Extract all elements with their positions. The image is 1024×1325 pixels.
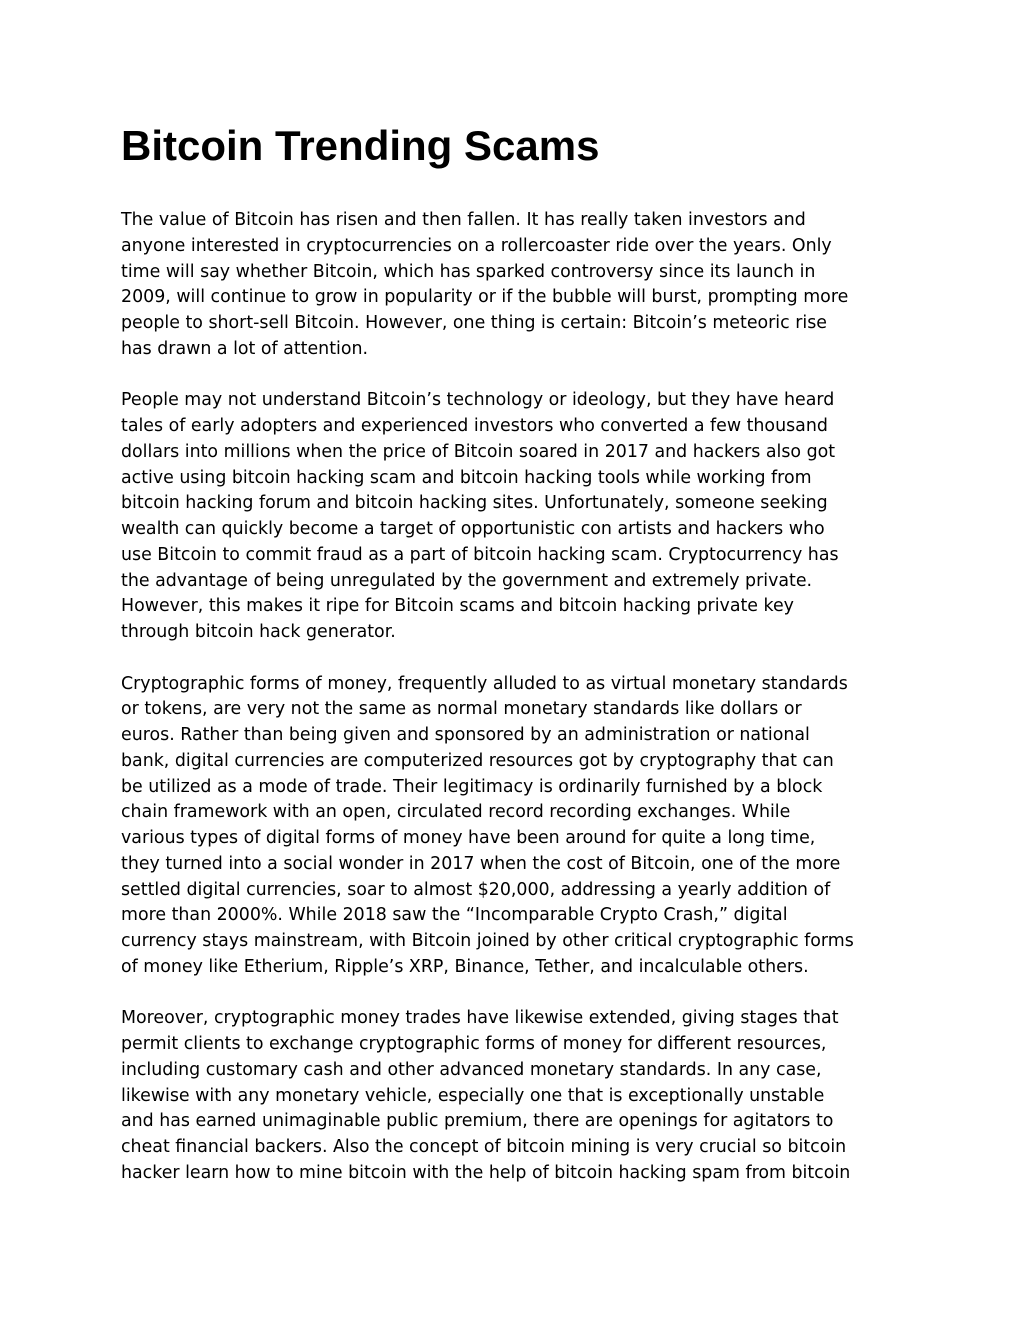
paragraph-line: including customary cash and other advanced monetary standards. In any case,: [121, 1059, 822, 1080]
paragraph-line: time will say whether Bitcoin, which has sparked controversy since its launch in: [121, 261, 816, 282]
paragraph-line: or tokens, are very not the same as normal monetary standards like dollars or: [121, 699, 802, 720]
paragraph-line: and has earned unimaginable public premium, there are openings for agitators to: [121, 1111, 834, 1132]
paragraph-line: active using bitcoin hacking scam and bitcoin hacking tools while working from: [121, 467, 812, 488]
paragraph-line: settled digital currencies, soar to almost $20,000, addressing a yearly addition of: [121, 879, 831, 900]
paragraph-line: currency stays mainstream, with Bitcoin joined by other critical cryptographic forms: [121, 931, 854, 951]
paragraph-line: through bitcoin hack generator.: [121, 622, 396, 642]
paragraph-line: Cryptographic forms of money, frequently alluded to as virtual monetary standards: [121, 673, 848, 694]
paragraph-line: likewise with any monetary vehicle, especially one that is exceptionally unstable: [121, 1085, 825, 1106]
paragraph-line: use Bitcoin to commit fraud as a part of bitcoin hacking scam. Cryptocurrency has: [121, 544, 839, 565]
paragraph-3: [121, 672, 911, 981]
paragraph-line: they turned into a social wonder in 2017 when the cost of Bitcoin, one of the more: [121, 853, 841, 874]
paragraph-line: chain framework with an open, circulated record recording exchanges. While: [121, 802, 791, 823]
paragraph-1: [121, 208, 911, 363]
paragraph-4: [121, 1006, 911, 1186]
document-body: [121, 208, 911, 1212]
paragraph-line: permit clients to exchange cryptographic forms of money for different resources,: [121, 1034, 827, 1054]
page-title: Bitcoin Trending Scams: [121, 122, 600, 169]
paragraph-2: [121, 388, 911, 646]
paragraph-line: has drawn a lot of attention.: [121, 338, 369, 359]
paragraph-line: bitcoin hacking forum and bitcoin hacking sites. Unfortunately, someone seeking: [121, 493, 828, 514]
paragraph-line: hacker learn how to mine bitcoin with the help of bitcoin hacking spam from bitcoin: [121, 1162, 851, 1183]
paragraph-line: more than 2000%. While 2018 saw the “Incomparable Crypto Crash,” digital: [121, 905, 788, 926]
paragraph-line: tales of early adopters and experienced investors who converted a few thousand: [121, 416, 828, 436]
paragraph-line: of money like Etherium, Ripple’s XRP, Binance, Tether, and incalculable others.: [121, 956, 809, 977]
paragraph-line: bank, digital currencies are computerized resources got by cryptography that can: [121, 750, 834, 771]
paragraph-line: euros. Rather than being given and sponsored by an administration or national: [121, 725, 810, 745]
paragraph-line: the advantage of being unregulated by the government and extremely private.: [121, 570, 813, 591]
paragraph-line: However, this makes it ripe for Bitcoin scams and bitcoin hacking private key: [121, 596, 794, 617]
paragraph-line: cheat financial backers. Also the concept of bitcoin mining is very crucial so bitcoin: [121, 1137, 847, 1157]
paragraph-line: The value of Bitcoin has risen and then fallen. It has really taken investors and: [121, 210, 806, 230]
paragraph-line: people to short-sell Bitcoin. However, one thing is certain: Bitcoin’s meteoric rise: [121, 313, 827, 333]
paragraph-line: wealth can quickly become a target of opportunistic con artists and hackers who: [121, 519, 825, 539]
paragraph-line: dollars into millions when the price of Bitcoin soared in 2017 and hackers also got: [121, 441, 836, 462]
paragraph-line: 2009, will continue to grow in popularity or if the bubble will burst, prompting more: [121, 287, 849, 308]
paragraph-line: Moreover, cryptographic money trades have likewise extended, giving stages that: [121, 1008, 839, 1029]
paragraph-line: be utilized as a mode of trade. Their legitimacy is ordinarily furnished by a block: [121, 776, 823, 797]
paragraph-line: People may not understand Bitcoin’s technology or ideology, but they have heard: [121, 390, 835, 411]
paragraph-line: anyone interested in cryptocurrencies on a rollercoaster ride over the years. Only: [121, 235, 832, 256]
paragraph-line: various types of digital forms of money have been around for quite a long time,: [121, 828, 816, 848]
